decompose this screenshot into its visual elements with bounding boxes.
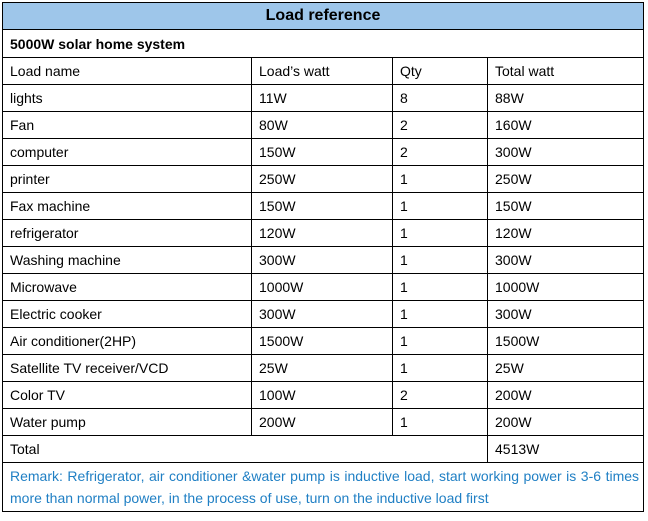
table-title: Load reference: [3, 3, 644, 30]
cell-load-watt: 1500W: [252, 328, 393, 355]
cell-load-name: Satellite TV receiver/VCD: [3, 355, 252, 382]
cell-load-watt: 1000W: [252, 274, 393, 301]
cell-total-watt: 300W: [488, 247, 644, 274]
cell-qty: 2: [393, 382, 488, 409]
load-reference-table: [2, 2, 644, 512]
cell-load-watt: 100W: [252, 382, 393, 409]
cell-qty: 1: [393, 301, 488, 328]
column-header-load-watt: Load’s watt: [252, 58, 393, 85]
cell-load-name: lights: [3, 85, 252, 112]
cell-load-name: Electric cooker: [3, 301, 252, 328]
subtitle-row: [3, 30, 644, 58]
load-reference-table-container: [2, 2, 644, 512]
cell-qty: 1: [393, 193, 488, 220]
cell-qty: 1: [393, 166, 488, 193]
cell-load-watt: 300W: [252, 301, 393, 328]
table-row: [3, 220, 644, 247]
cell-total-watt: 25W: [488, 355, 644, 382]
total-value: 4513W: [488, 436, 644, 463]
cell-qty: 8: [393, 85, 488, 112]
total-label: Total: [3, 436, 488, 463]
table-row: [3, 355, 644, 382]
table-row: [3, 112, 644, 139]
cell-total-watt: 1500W: [488, 328, 644, 355]
cell-total-watt: 160W: [488, 112, 644, 139]
cell-load-name: computer: [3, 139, 252, 166]
cell-qty: 1: [393, 220, 488, 247]
cell-load-name: Color TV: [3, 382, 252, 409]
table-row: [3, 301, 644, 328]
table-row: [3, 274, 644, 301]
cell-qty: 2: [393, 139, 488, 166]
cell-total-watt: 200W: [488, 382, 644, 409]
remark-text: Remark: Refrigerator, air conditioner &water pump is inductive load, start working power is 3-6 times more than normal power, in the process of use, turn on the inductive load first: [3, 463, 644, 512]
cell-total-watt: 300W: [488, 301, 644, 328]
system-subtitle: 5000W solar home system: [3, 30, 644, 58]
cell-load-watt: 250W: [252, 166, 393, 193]
cell-qty: 1: [393, 247, 488, 274]
cell-load-name: Fan: [3, 112, 252, 139]
table-row: [3, 328, 644, 355]
cell-load-name: Air conditioner(2HP): [3, 328, 252, 355]
column-header-total-watt: Total watt: [488, 58, 644, 85]
column-header-load-name: Load name: [3, 58, 252, 85]
cell-load-name: refrigerator: [3, 220, 252, 247]
cell-load-watt: 150W: [252, 139, 393, 166]
cell-total-watt: 150W: [488, 193, 644, 220]
total-row: [3, 436, 644, 463]
title-row: [3, 3, 644, 30]
cell-load-name: Microwave: [3, 274, 252, 301]
table-row: [3, 139, 644, 166]
cell-qty: 1: [393, 355, 488, 382]
cell-load-name: Fax machine: [3, 193, 252, 220]
column-header-qty: Qty: [393, 58, 488, 85]
cell-load-watt: 150W: [252, 193, 393, 220]
table-row: [3, 85, 644, 112]
cell-qty: 1: [393, 409, 488, 436]
table-row: [3, 166, 644, 193]
header-row: [3, 58, 644, 85]
cell-load-name: printer: [3, 166, 252, 193]
cell-load-watt: 300W: [252, 247, 393, 274]
cell-load-watt: 11W: [252, 85, 393, 112]
cell-qty: 2: [393, 112, 488, 139]
table-row: [3, 247, 644, 274]
cell-qty: 1: [393, 274, 488, 301]
table-row: [3, 382, 644, 409]
table-row: [3, 409, 644, 436]
cell-load-watt: 80W: [252, 112, 393, 139]
cell-load-watt: 25W: [252, 355, 393, 382]
cell-total-watt: 300W: [488, 139, 644, 166]
cell-total-watt: 200W: [488, 409, 644, 436]
cell-load-watt: 120W: [252, 220, 393, 247]
cell-load-name: Water pump: [3, 409, 252, 436]
table-row: [3, 193, 644, 220]
cell-qty: 1: [393, 328, 488, 355]
cell-total-watt: 120W: [488, 220, 644, 247]
remark-row: [3, 463, 644, 512]
cell-load-name: Washing machine: [3, 247, 252, 274]
cell-total-watt: 88W: [488, 85, 644, 112]
cell-total-watt: 1000W: [488, 274, 644, 301]
cell-total-watt: 250W: [488, 166, 644, 193]
cell-load-watt: 200W: [252, 409, 393, 436]
